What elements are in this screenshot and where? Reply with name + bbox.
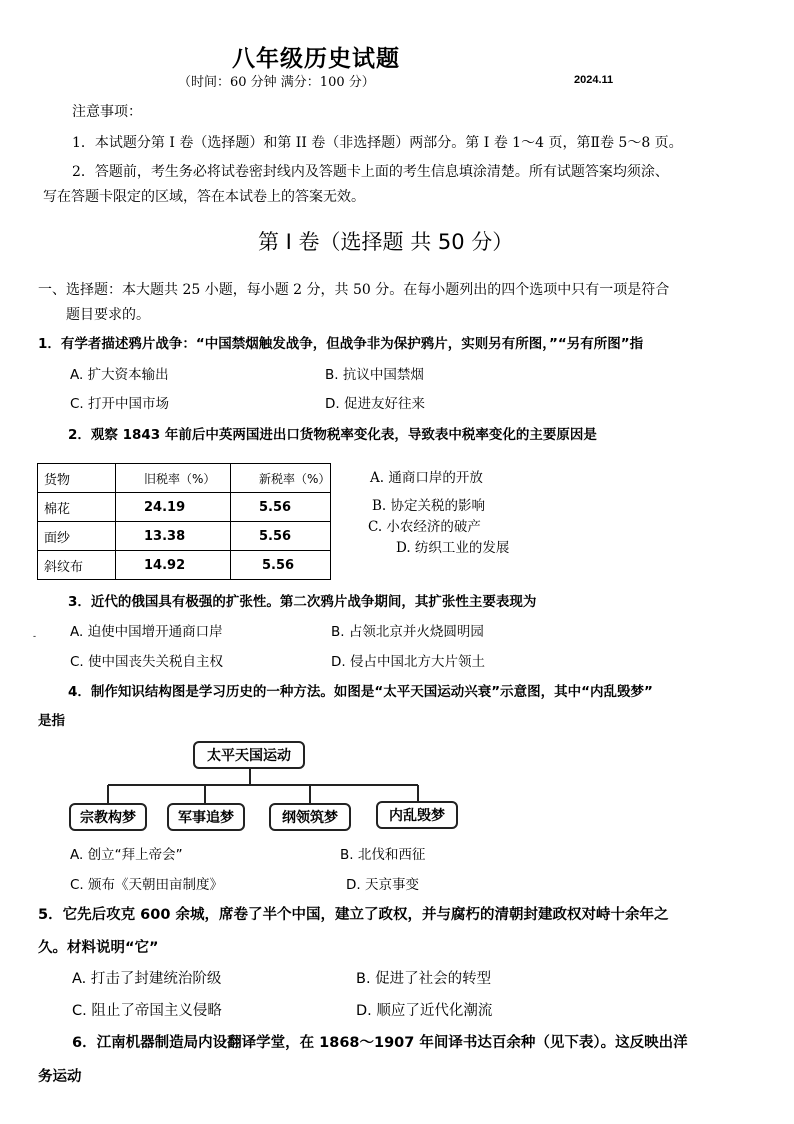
q6-stem-line-2: 务运动 (38, 1069, 82, 1085)
q2-stem: 2．观察 1843 年前后中英两国进出口货物税率变化表，导致表中税率变化的主要原因是 (68, 427, 597, 443)
table-cell: 13.38 (116, 522, 231, 551)
q3-option-d: D. 侵占中国北方大片领土 (331, 654, 485, 670)
notice-item-2-line-1: 2．答题前，考生务必将试卷密封线内及答题卡上面的考生信息填涂清楚。所有试题答案均须涂、 (72, 164, 669, 180)
page-title: 八年级历史试题 (232, 45, 400, 72)
table-cell: 5.56 (231, 493, 331, 522)
table-header-cell: 新税率（%） (231, 464, 331, 493)
q1-option-d: D. 促进友好往来 (325, 396, 425, 412)
table-cell: 24.19 (116, 493, 231, 522)
section-title: 第 I 卷（选择题 共 50 分） (258, 230, 514, 254)
table-cell: 5.56 (231, 522, 331, 551)
table-cell: 棉花 (38, 493, 116, 522)
stray-mark: - (33, 632, 37, 642)
q4-option-b: B. 北伐和西征 (340, 847, 426, 863)
q4-option-a: A. 创立“拜上帝会” (70, 847, 183, 863)
instructions-line-2: 题目要求的。 (66, 307, 150, 323)
notice-item-1: 1．本试题分第 I 卷（选择题）和第 II 卷（非选择题）两部分。第 I 卷 1～4 页，第Ⅱ卷 5～8 页。 (72, 135, 683, 151)
instructions-line-1: 一、选择题：本大题共 25 小题，每小题 2 分，共 50 分。在每小题列出的四个选项中只有一项是符合 (38, 282, 670, 298)
diagram-root-node: 太平天国运动 (193, 741, 305, 769)
q5-stem-line-1: 5．它先后攻克 600 余城，席卷了半个中国，建立了政权，并与腐朽的清朝封建政权对峙十余年之 (38, 907, 669, 923)
table-cell: 5.56 (231, 551, 331, 580)
q5-option-c: C. 阻止了帝国主义侵略 (72, 1003, 222, 1019)
notice-item-2-line-2: 写在答题卡限定的区域，答在本试卷上的答案无效。 (43, 189, 365, 205)
q2-option-c: C. 小农经济的破产 (368, 519, 481, 535)
table-header-cell: 货物 (38, 464, 116, 493)
q1-option-a: A. 扩大资本输出 (70, 367, 169, 383)
q1-stem: 1．有学者描述鸦片战争：“中国禁烟触发战争，但战争非为保护鸦片，实则另有所图，”“另有所图”指 (38, 336, 644, 352)
q5-option-d: D. 顺应了近代化潮流 (356, 1003, 493, 1019)
q5-stem-line-2: 久。材料说明“它” (38, 940, 159, 956)
table-cell: 斜纹布 (38, 551, 116, 580)
q5-option-a: A. 打击了封建统治阶级 (72, 971, 222, 987)
diagram-node-internal-strife: 内乱毁梦 (376, 801, 458, 829)
diagram-node-religion: 宗教构梦 (69, 803, 147, 831)
diagram-node-military: 军事追梦 (167, 803, 245, 831)
q3-option-a: A. 迫使中国增开通商口岸 (70, 624, 223, 640)
table-cell: 14.92 (116, 551, 231, 580)
q5-option-b: B. 促进了社会的转型 (356, 971, 492, 987)
notice-heading: 注意事项： (72, 104, 142, 120)
exam-date: 2024.11 (574, 74, 614, 86)
q3-option-b: B. 占领北京并火烧圆明园 (331, 624, 484, 640)
q4-stem-line-2: 是指 (38, 713, 65, 729)
q6-stem-line-1: 6．江南机器制造局内设翻译学堂，在 1868～1907 年间译书达百余种（见下表）。这反映出洋 (72, 1035, 688, 1051)
q4-stem-line-1: 4．制作知识结构图是学习历史的一种方法。如图是“太平天国运动兴衰”示意图，其中“内乱毁梦” (68, 684, 653, 700)
q1-option-b: B. 抗议中国禁烟 (325, 367, 424, 383)
q3-stem: 3．近代的俄国具有极强的扩张性。第二次鸦片战争期间，其扩张性主要表现为 (68, 594, 537, 610)
exam-subtitle: （时间：60 分钟 满分：100 分） (178, 75, 375, 90)
q4-option-d: D. 天京事变 (346, 877, 419, 893)
q2-option-b: B. 协定关税的影响 (372, 498, 486, 514)
q2-option-a: A. 通商口岸的开放 (370, 470, 483, 486)
q2-option-d: D. 纺织工业的发展 (396, 540, 510, 556)
table-cell: 面纱 (38, 522, 116, 551)
table-header-cell: 旧税率（%） (116, 464, 231, 493)
q1-option-c: C. 打开中国市场 (70, 396, 170, 412)
diagram-node-program: 纲领筑梦 (269, 803, 351, 831)
q3-option-c: C. 使中国丧失关税自主权 (70, 654, 224, 670)
q4-option-c: C. 颁布《天朝田亩制度》 (70, 877, 224, 893)
